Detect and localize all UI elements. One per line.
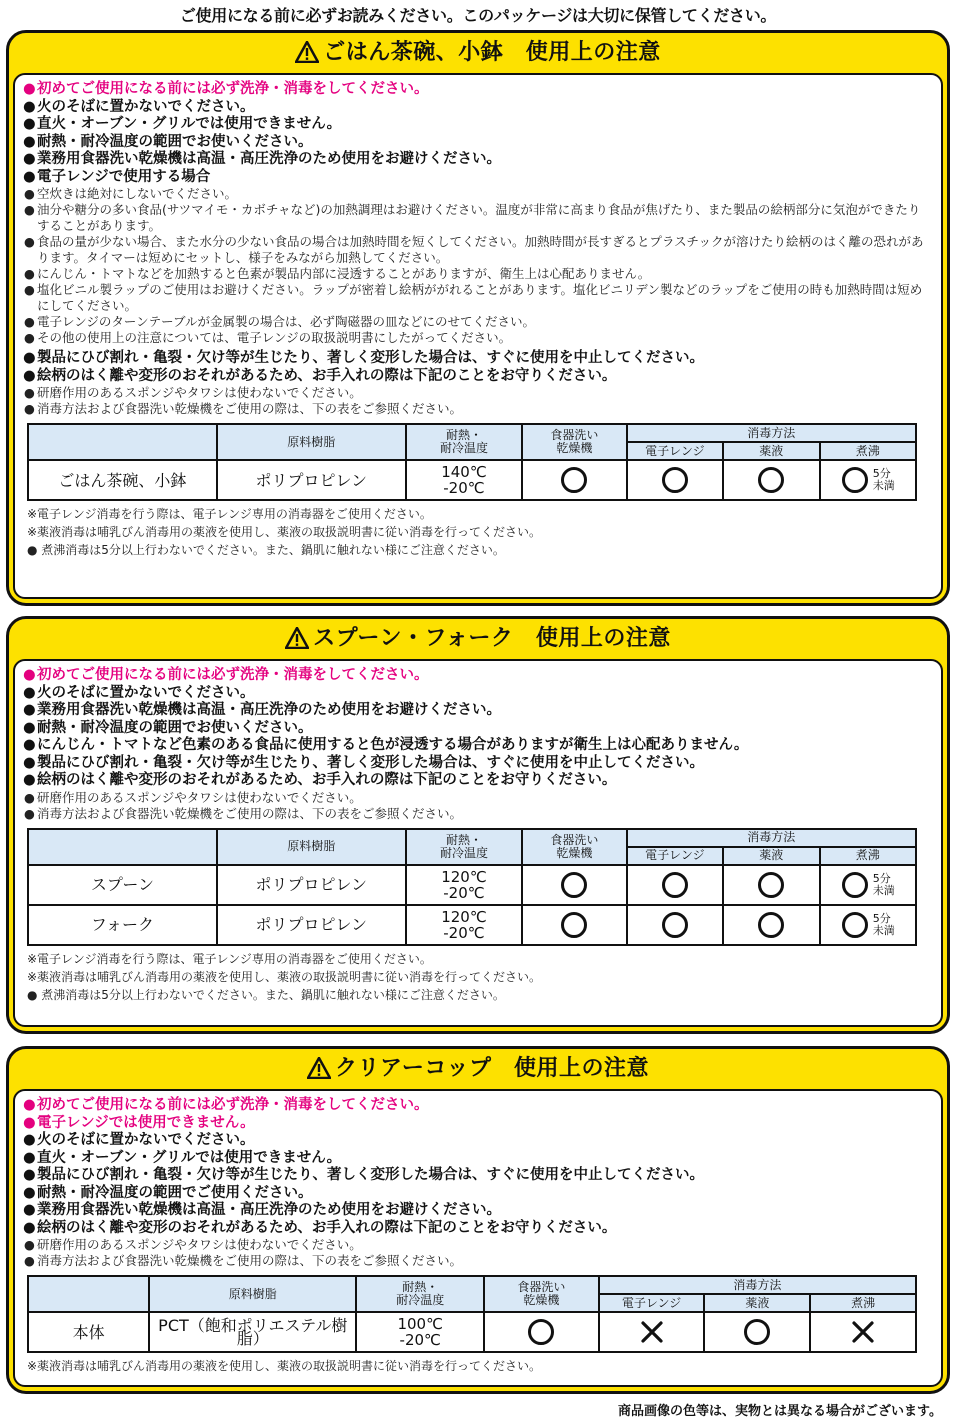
caution-item: [23, 702, 931, 720]
bullet-icon: ●: [24, 234, 35, 249]
cold-temp: -20℃: [443, 479, 485, 497]
caution-sub-item: [24, 330, 931, 346]
table-note: ※電子レンジ消毒を行う際は、電子レンジ専用の消毒器をご使用ください。: [27, 507, 432, 521]
material-cell: ポリプロピレン: [217, 905, 406, 945]
item-text: 研磨作用のあるスポンジやタワシは使わないでください。: [37, 789, 362, 805]
bullet-icon: ●: [23, 168, 36, 185]
caution-item: [23, 1184, 931, 1203]
caution-item: [23, 1132, 931, 1150]
item-text: 製品にひび割れ・亀裂・欠け等が生じたり、著しく変形した場合は、すぐに使用を中止してください。: [37, 754, 704, 771]
caution-item: [23, 737, 931, 755]
bullet-icon: ●: [23, 702, 36, 718]
bullet-icon: ●: [23, 1184, 36, 1201]
bullet-icon: ●: [23, 367, 36, 384]
item-text: 初めてご使用になる前には必ず洗浄・消毒をしてください。: [37, 667, 429, 683]
header-temp: 耐熱・ 耐冷温度: [406, 424, 523, 460]
caution-item: [23, 1097, 931, 1115]
item-text: 絵柄のはく離や変形のおそれがあるため、お手入れの際は下記のことをお守りください。: [37, 367, 617, 384]
caution-sub-item: [24, 805, 931, 822]
caution-item: [23, 168, 931, 187]
item-text: 火のそばに置かないでください。: [37, 684, 255, 701]
caution-item: [23, 1114, 931, 1133]
caution-item: [23, 98, 931, 117]
caution-sub-item: [24, 1253, 931, 1269]
item-text: 業務用食器洗い乾燥機は高温・高圧洗浄のため使用をお避けください。: [37, 702, 501, 718]
temp-cell: [406, 905, 523, 945]
item-text: 製品にひび割れ・亀裂・欠け等が生じたり、著しく変形した場合は、すぐに使用を中止してください。: [37, 1167, 704, 1183]
section-body: [13, 73, 943, 599]
item-text: 塩化ビニル製ラップのご使用はお避けください。ラップが密着し絵柄ががれることがあります。塩化ビニリデン製などのラップをご使用の時も加熱時間は短めにしてください。: [37, 282, 923, 313]
item-text: 業務用食器洗い乾燥機は高温・高圧洗浄のため使用をお避けください。: [37, 151, 501, 167]
section-body: [13, 659, 943, 1027]
product-name: 本体: [28, 1312, 149, 1352]
boil-mark: [820, 865, 916, 905]
boil-note: 5分 未満: [872, 871, 895, 897]
table-note: ※電子レンジ消毒を行う際は、電子レンジ専用の消毒器をご使用ください。: [27, 951, 432, 966]
warning-icon: [285, 623, 309, 663]
header-cell-blank: [28, 1276, 149, 1312]
item-text: 食品の量が少ない場合、また水分の少ない食品の場合は加熱時間を短くしてください。加熱時間が長すぎるとプラスチックが溶けたり絵柄のはく離の恐れがあります。タイマーは短めにセットし、様子をみながら加熱してください。: [37, 234, 924, 265]
caution-item: [23, 1149, 931, 1168]
heat-temp: 120℃: [441, 907, 487, 926]
product-name: フォーク: [28, 905, 217, 945]
item-text: 絵柄のはく離や変形のおそれがあるため、お手入れの際は下記のことをお守りください。: [37, 1219, 617, 1236]
cold-temp: -20℃: [443, 883, 485, 902]
spec-table: [27, 1275, 917, 1353]
cold-temp: -20℃: [399, 1331, 441, 1349]
chemical-mark: [704, 1312, 810, 1352]
item-text: 火のそばに置かないでください。: [37, 98, 255, 115]
heat-temp: 100℃: [397, 1315, 443, 1333]
caution-item: [23, 1167, 931, 1185]
header-dishwasher: 食器洗い 乾燥機: [484, 1276, 599, 1312]
table-note: ※薬液消毒は哺乳びん消毒用の薬液を使用し、薬液の取扱説明書に従い消毒を行ってください。: [27, 969, 542, 984]
temp-cell: [406, 865, 523, 905]
header-microwave: 電子レンジ: [627, 442, 723, 460]
item-text: 空炊きは絶対にしないでください。: [37, 186, 238, 201]
item-text: その他の使用上の注意については、電子レンジの取扱説明書にしたがってください。: [37, 330, 512, 345]
header-boil: 煮沸: [820, 442, 916, 460]
section-spoon-fork: [6, 616, 950, 1034]
product-name: スプーン: [28, 865, 217, 905]
section-bowls: [6, 30, 950, 606]
caution-item: [23, 1202, 931, 1220]
microwave-mark: [627, 905, 723, 945]
header-material: 原料樹脂: [149, 1276, 356, 1312]
caution-item: [23, 684, 931, 703]
bullet-icon: ●: [24, 330, 35, 345]
bullet-icon: ●: [23, 1132, 36, 1148]
spec-table: [27, 828, 917, 946]
dishwasher-mark: [522, 865, 626, 905]
bullet-icon: ●: [24, 401, 35, 416]
cold-temp: -20℃: [443, 923, 485, 942]
chemical-mark: [723, 460, 819, 500]
bullet-icon: ●: [24, 1253, 35, 1268]
bullet-icon: ●: [23, 1167, 36, 1183]
item-text: にんじん・トマトなどを加熱すると色素が製品内部に浸透することがありますが、衛生上は心配ありません。: [37, 266, 651, 281]
caution-item: [23, 151, 931, 169]
caution-item: [23, 719, 931, 738]
table-row: [28, 905, 916, 945]
bullet-icon: ●: [23, 81, 36, 97]
header-chemical: 薬液: [723, 847, 819, 865]
material-cell: PCT（飽和ポリエステル樹脂）: [149, 1312, 356, 1352]
table-row: [28, 460, 916, 500]
bullet-icon: ●: [24, 282, 35, 297]
caution-sub-item: [24, 282, 931, 314]
microwave-mark: [627, 460, 723, 500]
dishwasher-mark: [522, 905, 626, 945]
header-microwave: 電子レンジ: [627, 847, 723, 865]
bullet-icon: ●: [23, 151, 36, 167]
bullet-icon: ●: [23, 719, 36, 736]
header-material: 原料樹脂: [217, 829, 406, 865]
bullet-icon: ●: [24, 789, 35, 805]
product-name: ごはん茶碗、小鉢: [28, 460, 217, 500]
caution-sub-item: [24, 202, 931, 234]
caution-item: [23, 1219, 931, 1238]
temp-cell: [406, 460, 523, 500]
header-disinfect: 消毒方法: [627, 424, 916, 442]
temp-cell: [356, 1312, 484, 1352]
header-dishwasher: 食器洗い 乾燥機: [522, 424, 626, 460]
bullet-icon: ●: [24, 202, 35, 217]
bullet-icon: ●: [24, 1237, 35, 1252]
microwave-mark: [599, 1312, 705, 1352]
table-note: ● 煮沸消毒は5分以上行わないでください。また、鍋肌に触れない様にご注意ください。: [27, 987, 505, 1002]
bullet-icon: ●: [24, 186, 35, 201]
table-row: [28, 1312, 916, 1352]
item-text: 直火・オーブン・グリルでは使用できません。: [37, 116, 342, 132]
item-text: 初めてご使用になる前には必ず洗浄・消毒をしてください。: [37, 81, 429, 97]
caution-sub-item: [24, 314, 931, 330]
header-temp: 耐熱・ 耐冷温度: [406, 829, 523, 865]
bullet-icon: ●: [23, 350, 36, 366]
item-text: 火のそばに置かないでください。: [37, 1132, 255, 1148]
spec-table: [27, 423, 917, 501]
header-disinfect: 消毒方法: [627, 829, 916, 847]
caution-sub-item: [24, 789, 931, 806]
bullet-icon: ●: [23, 1114, 36, 1131]
table-note: ※薬液消毒は哺乳びん消毒用の薬液を使用し、薬液の取扱説明書に従い消毒を行ってください。: [27, 1359, 542, 1373]
bullet-icon: ●: [23, 1202, 36, 1218]
header-note: ご使用になる前に必ずお読みください。このパッケージは大切に保管してください。: [179, 6, 777, 25]
bullet-icon: ●: [23, 684, 36, 701]
header-chemical: 薬液: [723, 442, 819, 460]
boil-mark: [820, 905, 916, 945]
section-body: [13, 1089, 943, 1387]
dishwasher-mark: [522, 460, 626, 500]
section-clear-cup: [6, 1046, 950, 1394]
bullet-icon: ●: [23, 133, 36, 150]
header-chemical: 薬液: [704, 1294, 810, 1312]
item-text: にんじん・トマトなど色素のある食品に使用すると色が浸透する場合がありますが衛生上は心配ありません。: [37, 737, 749, 753]
bullet-icon: ●: [24, 385, 35, 400]
footer-note: 商品画像の色等は、実物とは異なる場合がございます。: [618, 1404, 942, 1419]
item-text: 製品にひび割れ・亀裂・欠け等が生じたり、著しく変形した場合は、すぐに使用を中止してください。: [37, 350, 704, 366]
boil-note: 5分 未満: [872, 911, 895, 937]
item-text: 耐熱・耐冷温度の範囲でお使いください。: [37, 133, 313, 150]
dishwasher-mark: [484, 1312, 599, 1352]
section-title: クリアーコップ 使用上の注意: [9, 1049, 947, 1089]
boil-note: 5分 未満: [872, 467, 895, 492]
item-text: 電子レンジで使用する場合: [37, 168, 211, 185]
caution-sub-item: [24, 385, 931, 401]
item-text: 研磨作用のあるスポンジやタワシは使わないでください。: [37, 385, 362, 400]
header-cell-blank: [28, 829, 217, 865]
boil-mark: [820, 460, 916, 500]
material-cell: ポリプロピレン: [217, 460, 406, 500]
item-text: 耐熱・耐冷温度の範囲でご使用ください。: [37, 1184, 313, 1201]
bullet-icon: ●: [23, 1219, 36, 1236]
bullet-icon: ●: [24, 314, 35, 329]
item-text: 絵柄のはく離や変形のおそれがあるため、お手入れの際は下記のことをお守りください。: [37, 772, 617, 788]
caution-item: [23, 367, 931, 386]
header-cell-blank: [28, 424, 217, 460]
caution-item: [23, 133, 931, 152]
caution-item: [23, 350, 931, 368]
bullet-icon: ●: [24, 805, 35, 821]
bullet-icon: ●: [23, 754, 36, 771]
warning-icon: [295, 37, 319, 77]
header-temp: 耐熱・ 耐冷温度: [356, 1276, 484, 1312]
item-text: 電子レンジのターンテーブルが金属製の場合は、必ず陶磁器の皿などにのせてください。: [37, 314, 536, 329]
boil-mark: [810, 1312, 916, 1352]
bullet-icon: ●: [23, 772, 36, 788]
section-title: スプーン・フォーク 使用上の注意: [9, 619, 947, 659]
header-boil: 煮沸: [810, 1294, 916, 1312]
microwave-mark: [627, 865, 723, 905]
caution-item: [23, 667, 931, 685]
caution-item: [23, 81, 931, 99]
item-text: 消毒方法および食器洗い乾燥機をご使用の際は、下の表をご参照ください。: [37, 1253, 463, 1268]
heat-temp: 140℃: [441, 463, 487, 481]
item-text: 業務用食器洗い乾燥機は高温・高圧洗浄のため使用をお避けください。: [37, 1202, 501, 1218]
section-title: ごはん茶碗、小鉢 使用上の注意: [9, 33, 947, 73]
caution-sub-item: [24, 266, 931, 282]
item-text: 初めてご使用になる前には必ず洗浄・消毒をしてください。: [37, 1097, 429, 1113]
bullet-icon: ●: [24, 266, 35, 281]
caution-sub-item: [24, 186, 931, 202]
bullet-icon: ●: [23, 1097, 36, 1113]
bullet-icon: ●: [23, 1149, 36, 1166]
header-disinfect: 消毒方法: [599, 1276, 916, 1294]
header-boil: 煮沸: [820, 847, 916, 865]
bullet-icon: ●: [23, 116, 36, 132]
caution-sub-item: [24, 1237, 931, 1253]
bullet-icon: ●: [23, 98, 36, 115]
bullet-icon: ●: [23, 737, 36, 753]
item-text: 消毒方法および食器洗い乾燥機をご使用の際は、下の表をご参照ください。: [37, 805, 463, 821]
heat-temp: 120℃: [441, 867, 487, 886]
item-text: 電子レンジでは使用できません。: [37, 1114, 255, 1131]
header-microwave: 電子レンジ: [599, 1294, 705, 1312]
chemical-mark: [723, 905, 819, 945]
caution-sub-item: [24, 234, 931, 266]
material-cell: ポリプロピレン: [217, 865, 406, 905]
caution-sub-item: [24, 401, 931, 417]
bullet-icon: ●: [23, 667, 36, 683]
caution-item: [23, 754, 931, 773]
table-note: ※薬液消毒は哺乳びん消毒用の薬液を使用し、薬液の取扱説明書に従い消毒を行ってください。: [27, 525, 542, 539]
header-dishwasher: 食器洗い 乾燥機: [522, 829, 626, 865]
item-text: 油分や糖分の多い食品(サツマイモ・カボチャなど)の加熱調理はお避けください。温度が非常に高まり食品が焦げたり、また製品の絵柄部分に気泡ができたりすることがあります。: [37, 202, 921, 233]
caution-item: [23, 116, 931, 134]
chemical-mark: [723, 865, 819, 905]
table-row: [28, 865, 916, 905]
item-text: 消毒方法および食器洗い乾燥機をご使用の際は、下の表をご参照ください。: [37, 401, 463, 416]
table-note: ● 煮沸消毒は5分以上行わないでください。また、鍋肌に触れない様にご注意ください。: [27, 543, 505, 557]
item-text: 研磨作用のあるスポンジやタワシは使わないでください。: [37, 1237, 362, 1252]
caution-item: [23, 772, 931, 790]
warning-icon: [307, 1053, 331, 1093]
header-material: 原料樹脂: [217, 424, 406, 460]
item-text: 耐熱・耐冷温度の範囲でお使いください。: [37, 719, 313, 736]
item-text: 直火・オーブン・グリルでは使用できません。: [37, 1149, 342, 1166]
